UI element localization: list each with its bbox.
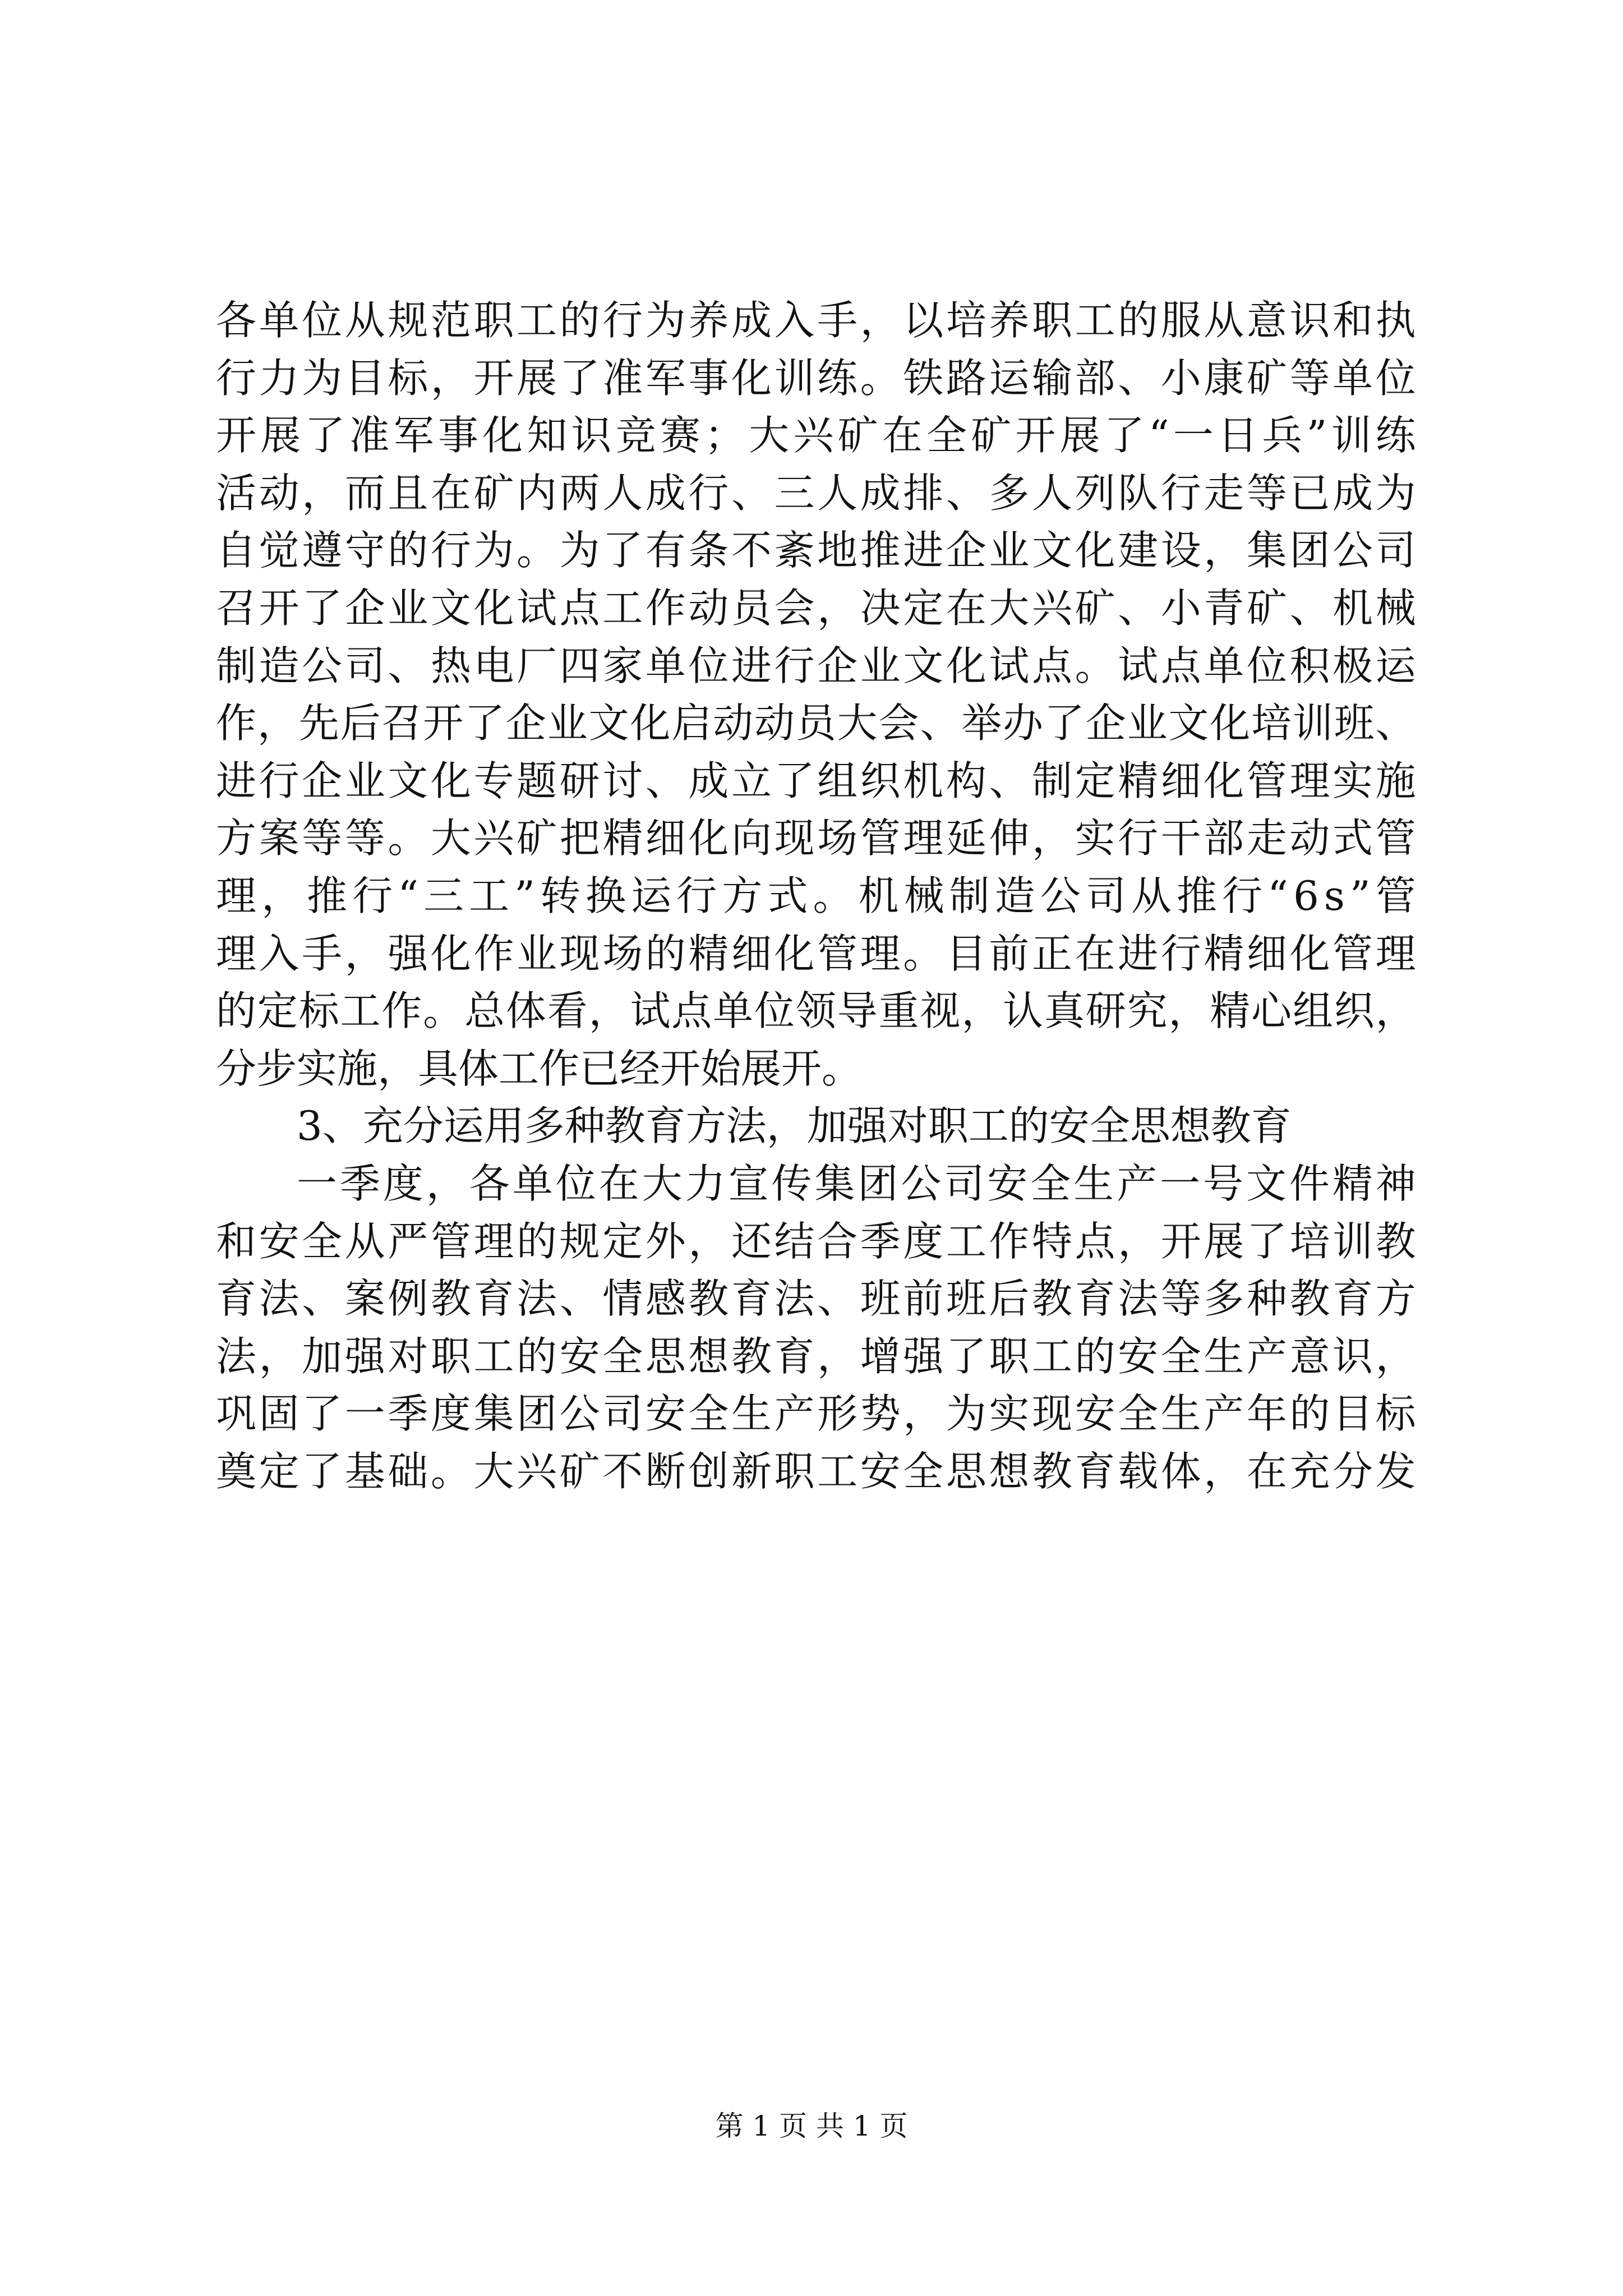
text-line: 巩 固 了 一 季 度 集 团 公 司 安 全 生 产 形 势 ， 为 实 现 安 全 生 产 年 的 目 标 — [216, 1390, 1416, 1438]
text-line: 进 行 企 业 文 化 专 题 研 讨 、 成 立 了 组 织 机 构 、 制 定 精 细 化 管 理 实 施 — [216, 757, 1416, 804]
section-heading: 3、充分运用多种教育方法，加强对职工的安全思想教育 — [297, 1102, 1292, 1150]
text-line: 自 觉 遵 守 的 行 为 。 为 了 有 条 不 紊 地 推 进 企 业 文 化 建 设 ， 集 团 公 司 — [216, 527, 1416, 574]
text-line: 行 力 为 目 标 ， 开 展 了 准 军 事 化 训 练 。 铁 路 运 输 部 、 小 康 矿 等 单 位 — [216, 354, 1416, 402]
text-line: 奠 定 了 基 础 。 大 兴 矿 不 断 创 新 职 工 安 全 思 想 教 育 载 体 ， 在 充 分 发 — [216, 1447, 1416, 1495]
page-footer: 第 1 页 共 1 页 — [715, 2110, 908, 2142]
text-line: 和 安 全 从 严 管 理 的 规 定 外 ， 还 结 合 季 度 工 作 特 点 ， 开 展 了 培 训 教 — [216, 1217, 1416, 1265]
text-line: 活 动 ， 而 且 在 矿 内 两 人 成 行 、 三 人 成 排 、 多 人 列 队 行 走 等 已 成 为 — [216, 469, 1416, 517]
text-line: 理 入 手 ， 强 化 作 业 现 场 的 精 细 化 管 理 。 目 前 正 在 进 行 精 细 化 管 理 — [216, 930, 1416, 977]
text-line: 作 ， 先 后 召 开 了 企 业 文 化 启 动 动 员 大 会 、 举 办 了 企 业 文 化 培 训 班 、 — [216, 700, 1416, 747]
text-line: 一 季 度 ， 各 单 位 在 大 力 宣 传 集 团 公 司 安 全 生 产 一 号 文 件 精 神 — [297, 1159, 1416, 1207]
text-line: 的 定 标 工 作 。 总 体 看 ， 试 点 单 位 领 导 重 视 ， 认 真 研 究 ， 精 心 组 织 ， — [216, 987, 1416, 1035]
text-line: 法 ， 加 强 对 职 工 的 安 全 思 想 教 育 ， 增 强 了 职 工 的 安 全 生 产 意 识 ， — [216, 1332, 1416, 1380]
text-line: 各 单 位 从 规 范 职 工 的 行 为 养 成 入 手 ， 以 培 养 职 工 的 服 从 意 识 和 执 — [216, 297, 1416, 344]
body-text — [216, 292, 1416, 1500]
text-line: 召 开 了 企 业 文 化 试 点 工 作 动 员 会 ， 决 定 在 大 兴 矿 、 小 青 矿 、 机 械 — [216, 584, 1416, 632]
text-line: 理 ， 推 行 “ 三 工 ” 转 换 运 行 方 式 。 机 械 制 造 公 司 从 推 行 “ 6 s ” 管 — [216, 872, 1416, 919]
text-line: 制 造 公 司 、 热 电 厂 四 家 单 位 进 行 企 业 文 化 试 点 。 试 点 单 位 积 极 运 — [216, 642, 1416, 689]
text-line: 育 法 、 案 例 教 育 法 、 情 感 教 育 法 、 班 前 班 后 教 育 法 等 多 种 教 育 方 — [216, 1275, 1416, 1323]
text-line: 开 展 了 准 军 事 化 知 识 竞 赛 ； 大 兴 矿 在 全 矿 开 展 了 “ 一 日 兵 ” 训 练 — [216, 412, 1416, 459]
text-line: 分步实施，具体工作已经开始展开。 — [216, 1045, 863, 1092]
text-line: 方 案 等 等 。 大 兴 矿 把 精 细 化 向 现 场 管 理 延 伸 ， 实 行 干 部 走 动 式 管 — [216, 815, 1416, 862]
